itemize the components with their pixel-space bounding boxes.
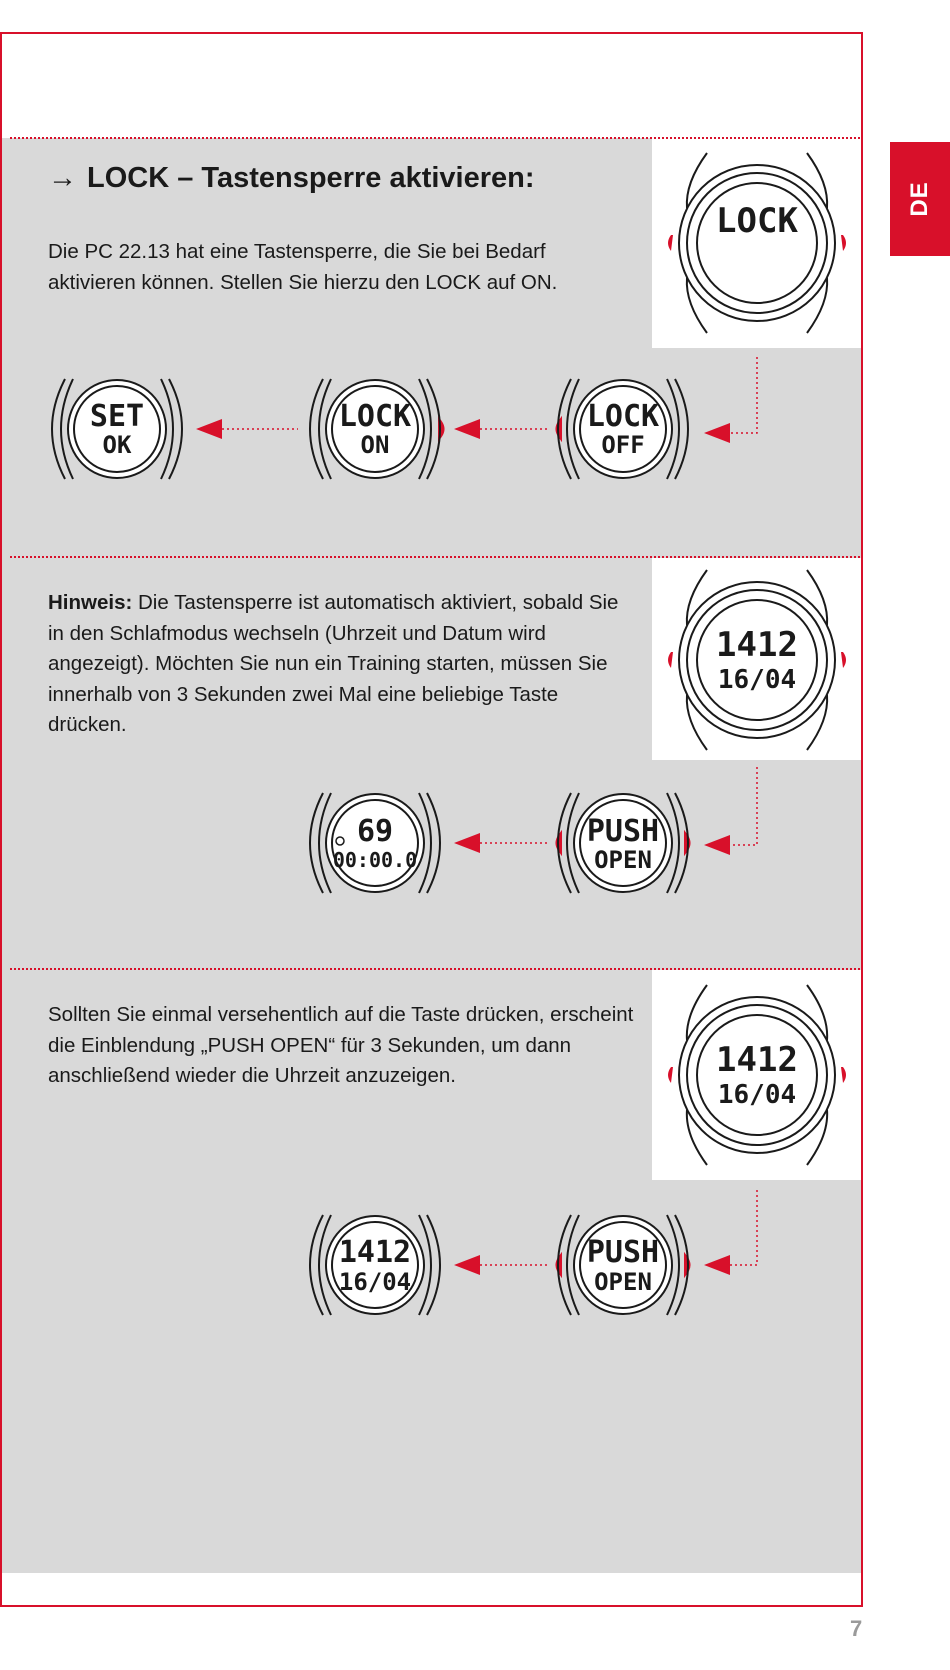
arrow-left-icon bbox=[704, 423, 730, 443]
lcd-line2: OPEN bbox=[594, 1268, 652, 1296]
large-watch-time bbox=[657, 560, 857, 760]
lcd-line2: ON bbox=[360, 431, 390, 459]
small-watch-training bbox=[310, 793, 440, 893]
arrow-left-icon bbox=[454, 419, 480, 439]
small-watch-set-ok bbox=[52, 379, 182, 479]
lcd-line1: LOCK bbox=[716, 201, 798, 241]
lcd-line1: 1412 bbox=[716, 1040, 798, 1080]
lcd-line2: OPEN bbox=[594, 846, 652, 874]
large-watch-time-2 bbox=[657, 975, 857, 1175]
info-paragraph: Sollten Sie einmal versehentlich auf die Taste drücken, erscheint die Einblendung „PUSH OPEN“ für 3 Sekunden, um dann anschließend wieder die Uhrzeit anzuzeigen. bbox=[48, 1003, 634, 1087]
sequence-row-3 bbox=[0, 1178, 860, 1358]
lcd-line1: LOCK bbox=[586, 399, 660, 434]
lcd-line1: 1412 bbox=[338, 1235, 412, 1270]
large-watch-lock bbox=[657, 140, 857, 345]
sequence-row-1 bbox=[0, 340, 860, 520]
lcd-line2: 16/04 bbox=[338, 1268, 412, 1296]
section-heading bbox=[48, 162, 535, 195]
section-divider bbox=[10, 556, 860, 558]
lcd-line1: PUSH bbox=[586, 814, 660, 849]
lcd-line2: OFF bbox=[601, 431, 645, 459]
note-paragraph bbox=[48, 588, 638, 741]
lcd-line2: 00:00.0 bbox=[332, 848, 418, 872]
lcd-line2: 16/04 bbox=[717, 1080, 797, 1110]
note-text: Die Tastensperre ist automatisch aktiviert, sobald Sie in den Schlafmodus wechseln (Uhrzeit und Datum wird angezeigt). Möchten Sie nun ein Training starten, müssen Sie innerhalb von 3 Sekunden zwei Mal eine beliebige Taste drücken. bbox=[48, 591, 619, 736]
note-label: Hinweis: bbox=[48, 591, 133, 614]
section-divider bbox=[10, 968, 860, 970]
lcd-line1: SET bbox=[89, 399, 145, 434]
page-number: 7 bbox=[850, 1616, 863, 1641]
lcd-line2: 16/04 bbox=[717, 665, 797, 695]
small-watch-time bbox=[310, 1215, 440, 1315]
language-tab bbox=[890, 142, 950, 256]
lcd-line2: OK bbox=[102, 431, 132, 459]
lcd-line1: PUSH bbox=[586, 1235, 660, 1270]
arrow-left-icon bbox=[704, 835, 730, 855]
arrow-left-icon bbox=[454, 1255, 480, 1275]
heading-text: LOCK – Tastensperre aktivieren: bbox=[87, 162, 535, 194]
small-watch-lock-on bbox=[310, 379, 443, 479]
sequence-row-2 bbox=[0, 755, 860, 935]
small-watch-push-open bbox=[558, 1215, 689, 1315]
section-divider bbox=[10, 137, 860, 139]
arrow-right-icon: → bbox=[48, 162, 77, 194]
language-tab-label: DE bbox=[906, 181, 933, 217]
lcd-line1: 69 bbox=[356, 814, 394, 849]
arrow-left-icon bbox=[454, 833, 480, 853]
small-watch-push-open bbox=[558, 793, 689, 893]
arrow-left-icon bbox=[196, 419, 222, 439]
intro-paragraph: Die PC 22.13 hat eine Tastensperre, die Sie bei Bedarf aktivieren können. Stellen Sie hierzu den LOCK auf ON. bbox=[48, 240, 558, 294]
lcd-line1: LOCK bbox=[338, 399, 412, 434]
lcd-line1: 1412 bbox=[716, 625, 798, 665]
small-watch-lock-off bbox=[558, 379, 689, 479]
arrow-left-icon bbox=[704, 1255, 730, 1275]
